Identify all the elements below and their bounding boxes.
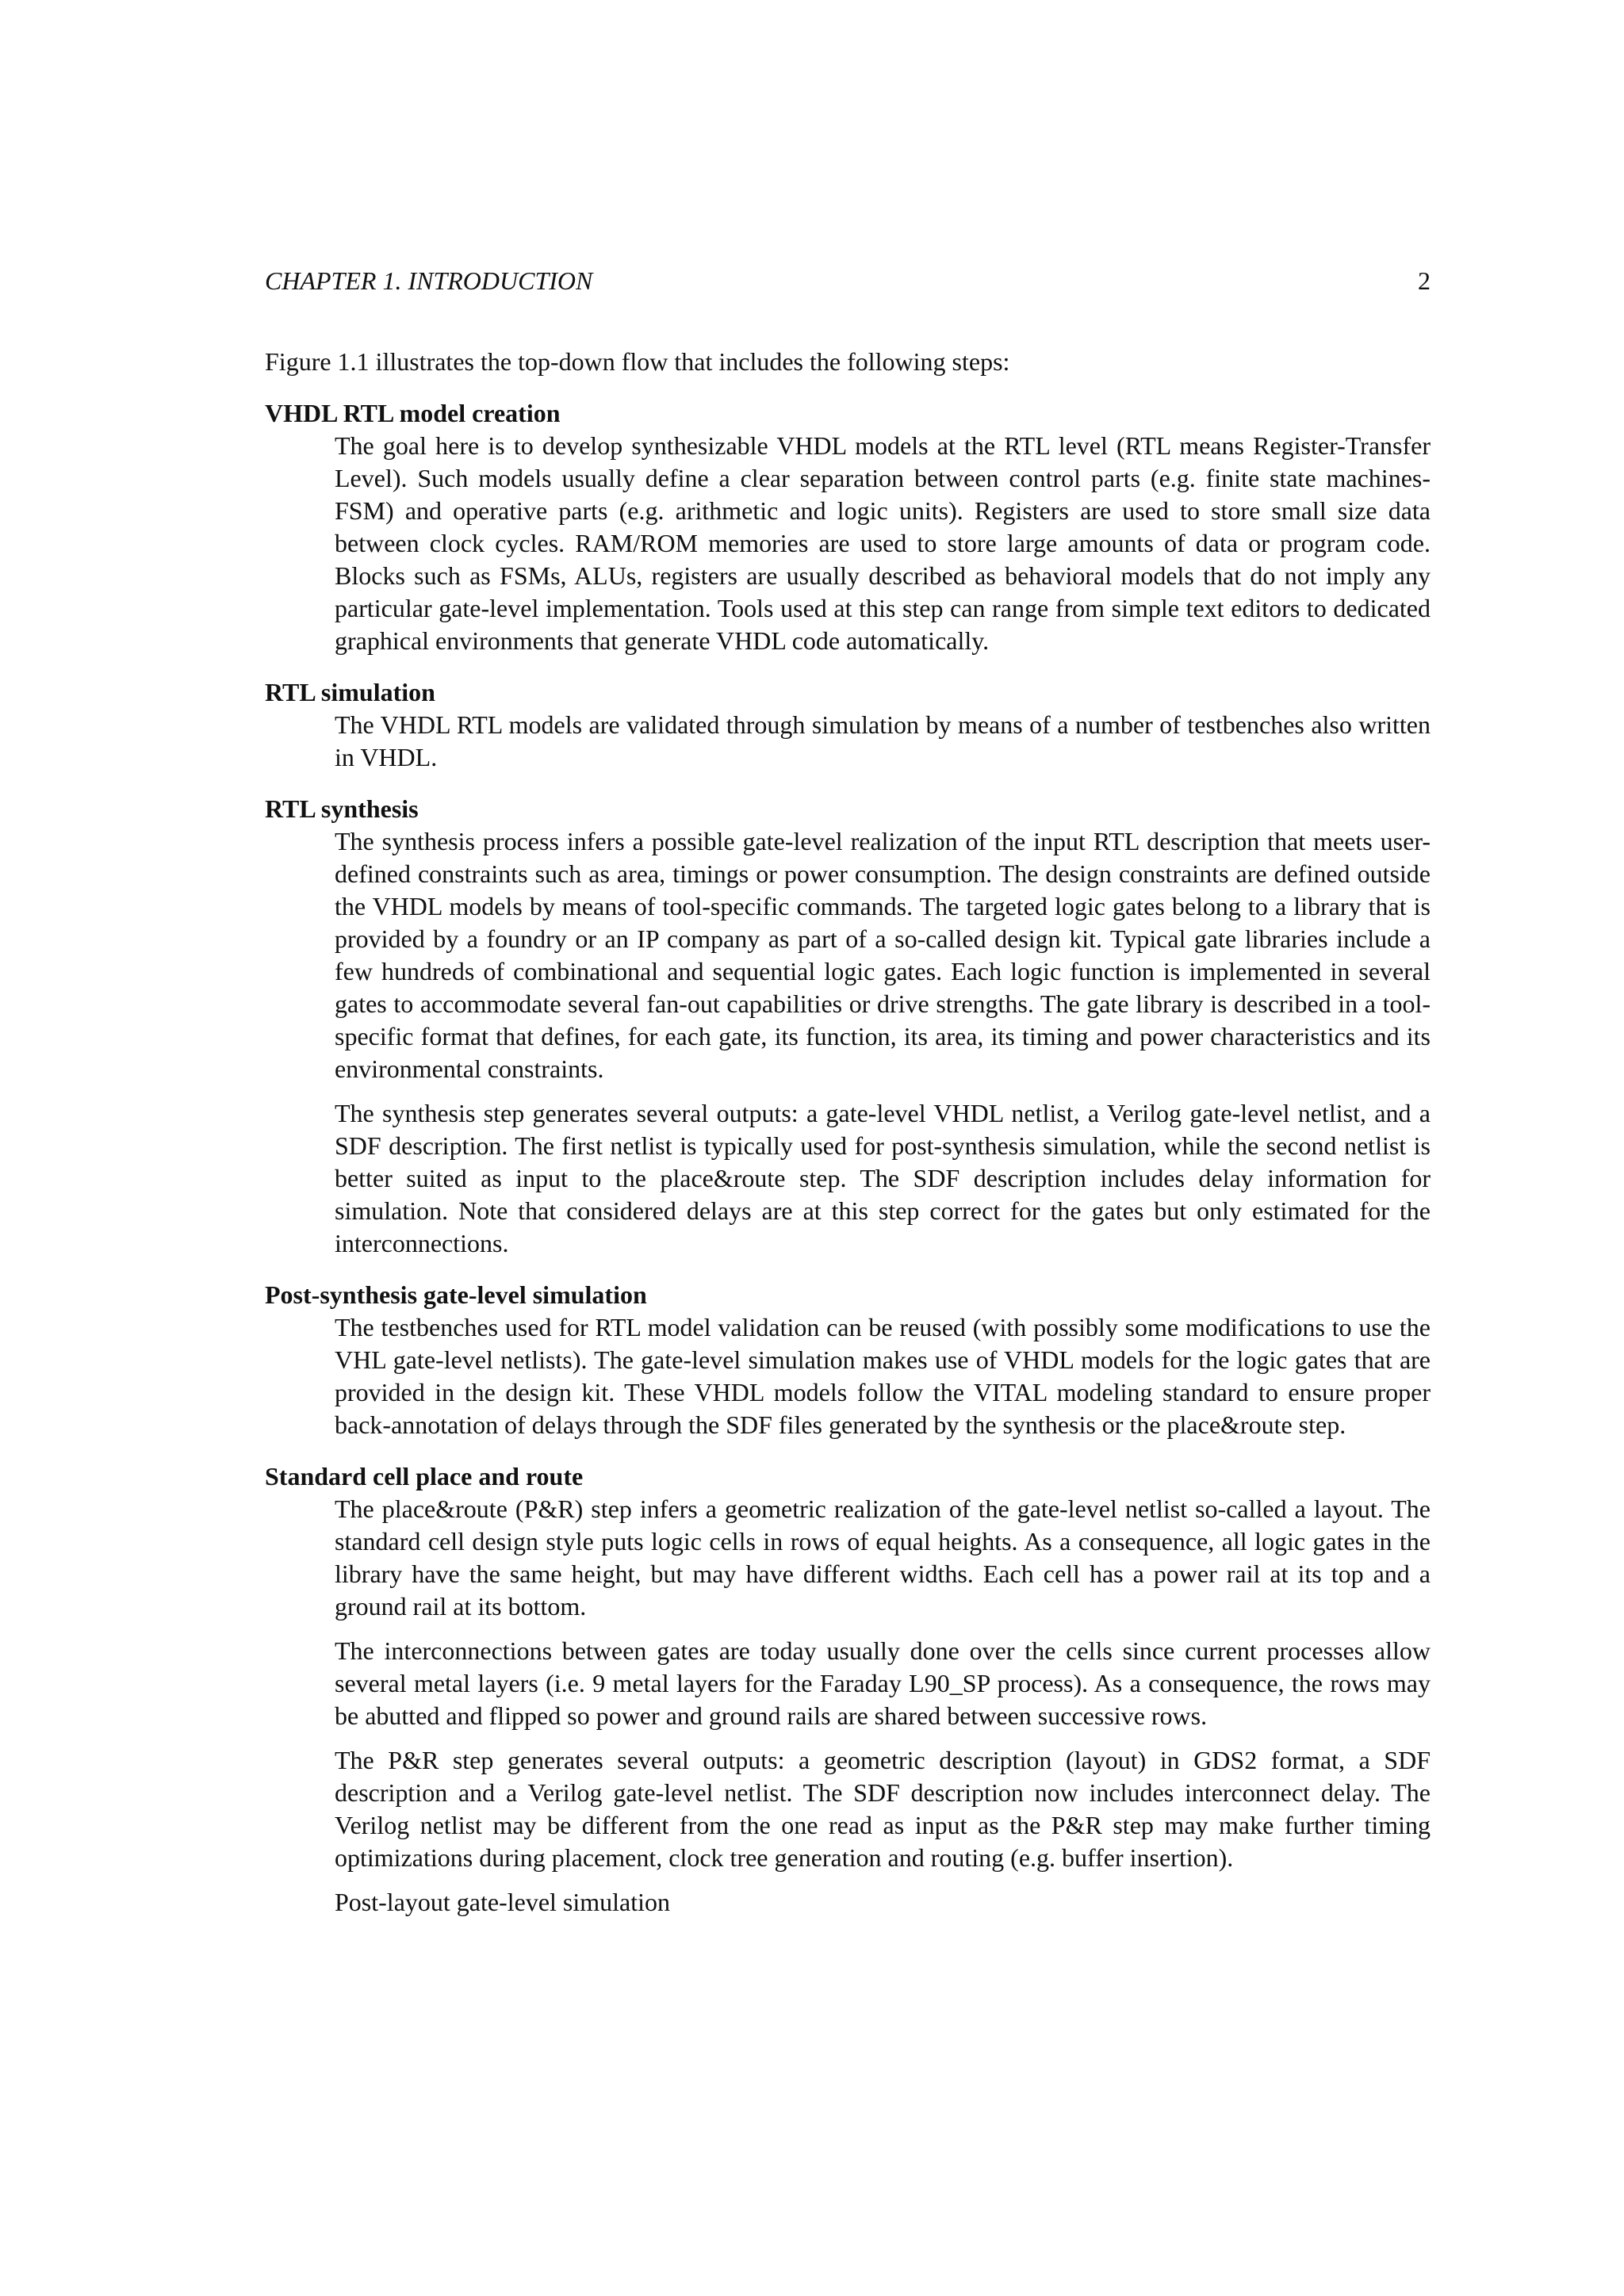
paragraph: The synthesis process infers a possible gate-level realization of the input RTL description that meets user-defined constraints such as area, timings or power consumption. The design constraints are defined outside the VHDL models by means of tool-specific commands. The targeted logic gates belong to a library that is provided by a foundry or an IP company as part of a so-called design kit. Typical gate libraries include a few hundreds of combinational and sequential logic gates. Each logic function is implemented in several gates to accommodate several fan-out capabilities or drive strengths. The gate library is described in a tool-specific format that defines, for each gate, its function, its area, its timing and power characteristics and its environmental constraints. [335,827,1431,1083]
section-body [335,430,1431,657]
section-rtl-synthesis [265,793,1431,1260]
section-title: Standard cell place and route [265,1462,584,1490]
paragraph: The synthesis step generates several outputs: a gate-level VHDL netlist, a Verilog gate-level netlist, and a SDF description. The first netlist is typically used for post-synthesis simulation, while the second netlist is better suited as input to the place&route step. The SDF description includes delay information for simulation. Note that considered delays are at this step correct for the gates but only estimated for the interconnections. [335,1099,1431,1257]
section-body [335,1493,1431,1919]
section-vhdl-rtl-model-creation [265,397,1431,657]
paragraph: The interconnections between gates are today usually done over the cells since current processes allow several metal layers (i.e. 9 metal layers for the Faraday L90_SP process). As a consequence, the rows may be abutted and flipped so power and ground rails are shared between successive rows. [335,1636,1431,1730]
paragraph: The place&route (P&R) step infers a geometric realization of the gate-level netlist so-called a layout. The standard cell design style puts logic cells in rows of equal heights. As a consequence, all logic gates in the library have the same height, but may have different widths. Each cell has a power rail at its top and a ground rail at its bottom. [335,1494,1431,1621]
section-rtl-simulation [265,676,1431,774]
section-body [335,825,1431,1260]
page-number: 2 [1418,266,1431,295]
paragraph: The VHDL RTL models are validated through simulation by means of a number of testbenches also written in VHDL. [335,710,1431,771]
section-title: RTL simulation [265,678,435,706]
chapter-title: CHAPTER 1. INTRODUCTION [265,266,593,295]
document-page [265,262,1431,1919]
section-body [335,1311,1431,1441]
section-standard-cell-place-and-route [265,1460,1431,1919]
section-title: Post-synthesis gate-level simulation [265,1280,647,1309]
section-body [335,709,1431,774]
intro-paragraph: Figure 1.1 illustrates the top-down flow that includes the following steps: [265,347,1010,376]
running-header [265,262,1431,300]
section-post-synthesis-simulation [265,1279,1431,1441]
paragraph: Post-layout gate-level simulation [335,1888,671,1916]
paragraph: The testbenches used for RTL model validation can be reused (with possibly some modifications to use the VHL gate-level netlists). The gate-level simulation makes use of VHDL models for the logic gates that are provided in the design kit. These VHDL models follow the VITAL modeling standard to ensure proper back-annotation of delays through the SDF files generated by the synthesis or the place&route step. [335,1313,1431,1439]
paragraph: The goal here is to develop synthesizable VHDL models at the RTL level (RTL means Register-Transfer Level). Such models usually define a clear separation between control parts (e.g. finite state machines-FSM) and operative parts (e.g. arithmetic and logic units). Registers are used to store small size data between clock cycles. RAM/ROM memories are used to store large amounts of data or program code. Blocks such as FSMs, ALUs, registers are usually described as behavioral models that do not imply any particular gate-level implementation. Tools used at this step can range from simple text editors to dedicated graphical environments that generate VHDL code automatically. [335,431,1431,655]
section-title: RTL synthesis [265,794,419,823]
paragraph: The P&R step generates several outputs: a geometric description (layout) in GDS2 format, a SDF description and a Verilog gate-level netlist. The SDF description now includes interconnect delay. The Verilog netlist may be different from the one read as input as the P&R step may make further timing optimizations during placement, clock tree generation and routing (e.g. buffer insertion). [335,1746,1431,1872]
section-title: VHDL RTL model creation [265,399,561,427]
